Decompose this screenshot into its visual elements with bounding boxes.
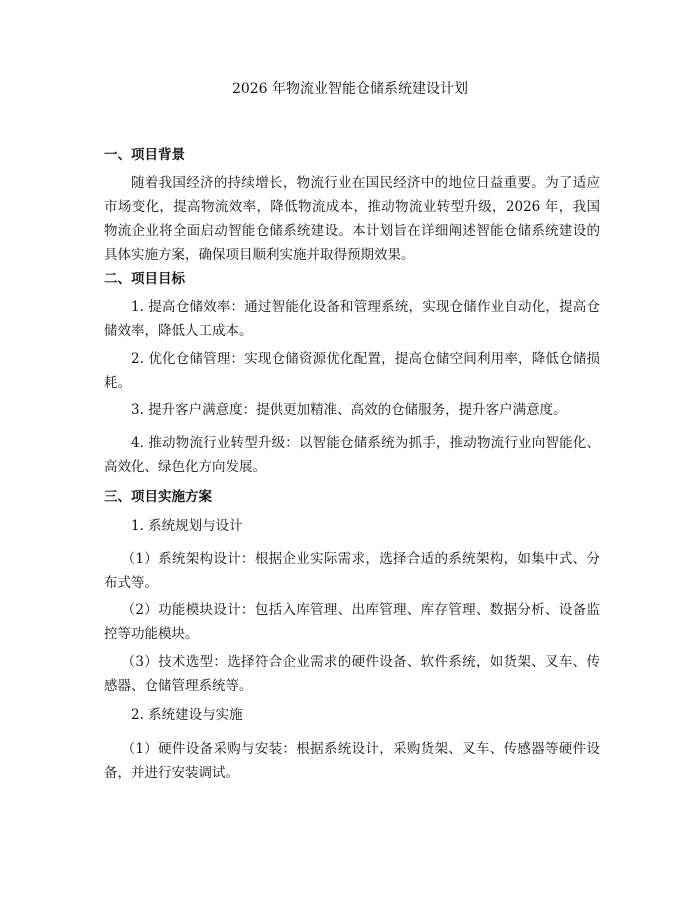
goal-item-4: 4. 推动物流行业转型升级：以智能仓储系统为抓手，推动物流行业向智能化、高效化、绿色化方向发展。 [104,435,600,475]
goal-item-2: 2. 优化仓储管理：实现仓储资源优化配置，提高仓储空间利用率，降低仓储损耗。 [104,351,600,391]
goal-item-3: 3. 提升客户满意度：提供更加精准、高效的仓储服务，提升客户满意度。 [131,402,567,418]
section-heading-plan: 三、项目实施方案 [104,489,212,505]
plan-item-1-1: （1）系统架构设计：根据企业实际需求，选择合适的系统架构，如集中式、分布式等。 [104,551,600,591]
plan-subheading-2: 2. 系统建设与实施 [131,707,243,723]
plan-item-2-1: （1）硬件设备采购与安装：根据系统设计，采购货架、叉车、传感器等硬件设备，并进行安装调试。 [104,741,600,781]
goal-item-1: 1. 提高仓储效率：通过智能化设备和管理系统，实现仓储作业自动化，提高仓储效率，降低人工成本。 [104,299,600,339]
document-title: 2026 年物流业智能仓储系统建设计划 [231,81,469,97]
background-paragraph: 随着我国经济的持续增长，物流行业在国民经济中的地位日益重要。为了适应市场变化，提高物流效率，降低物流成本，推动物流业转型升级，2026 年，我国物流企业将全面启动智能仓储系统建设。本计划旨在详细阐述智能仓储系统建设的具体实施方案，确保项目顺利实施并取得预期效果。 [104,175,600,263]
plan-subheading-1: 1. 系统规划与设计 [131,518,243,534]
section-heading-goals: 二、项目目标 [104,271,185,287]
plan-item-1-2: （2）功能模块设计：包括入库管理、出库管理、库存管理、数据分析、设备监控等功能模块。 [104,602,600,642]
section-heading-background: 一、项目背景 [104,147,185,163]
plan-item-1-3: （3）技术选型：选择符合企业需求的硬件设备、软件系统，如货架、叉车、传感器、仓储管理系统等。 [104,654,600,694]
